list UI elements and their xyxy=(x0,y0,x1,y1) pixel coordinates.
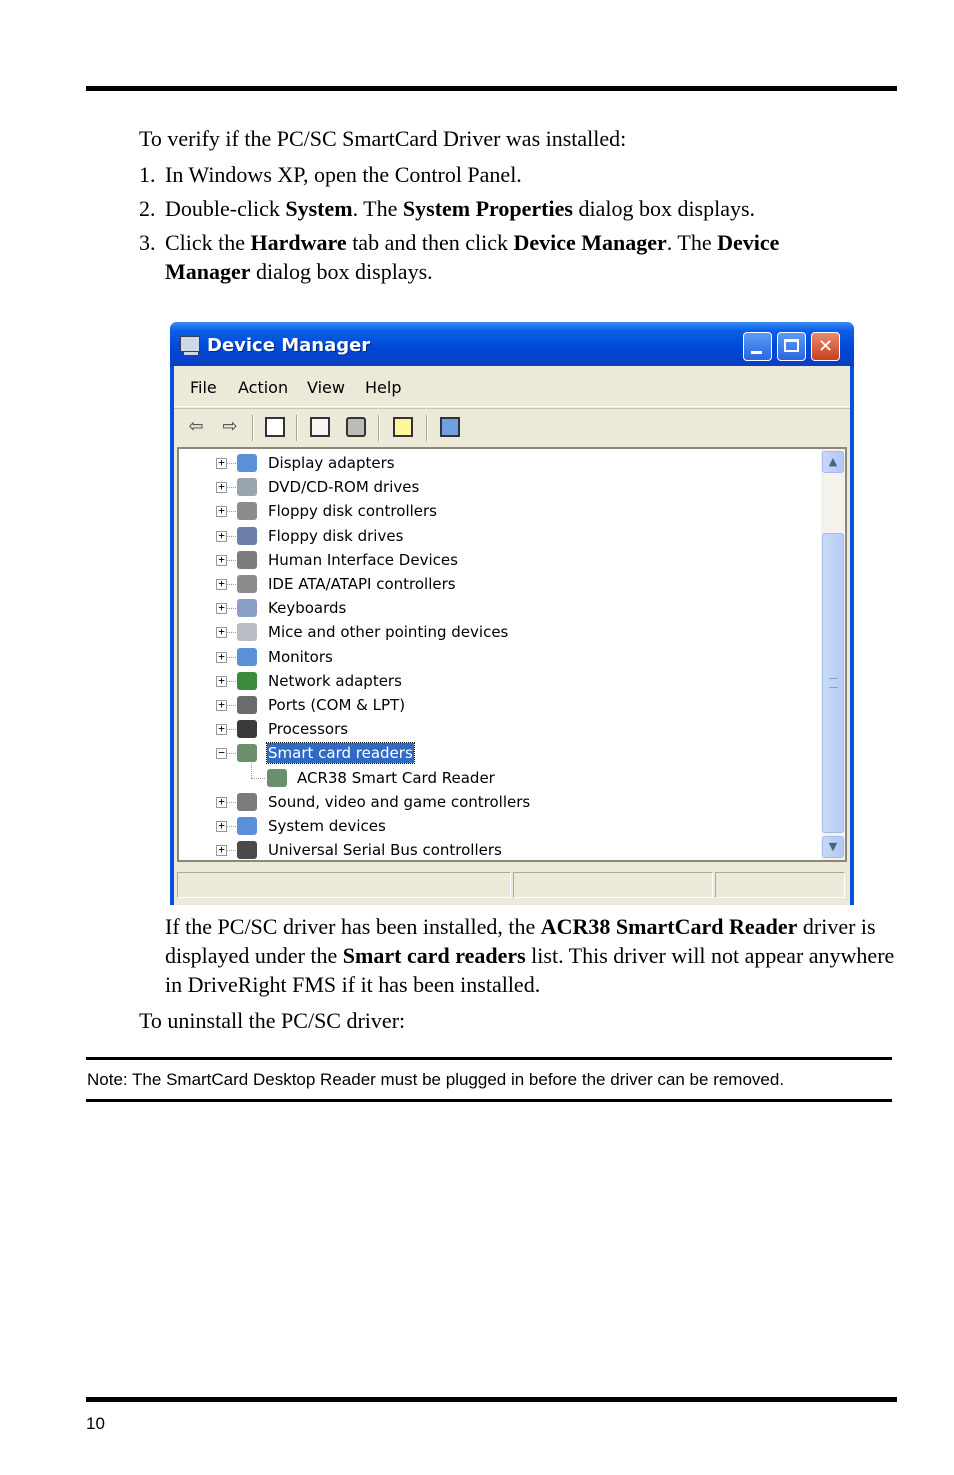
show-hide-tree-icon[interactable] xyxy=(265,417,285,437)
step-text-segment: Click the xyxy=(165,230,251,255)
tree-node-label[interactable]: System devices xyxy=(268,817,386,835)
tree-node-label[interactable]: Smart card readers xyxy=(268,744,413,763)
tree-connector xyxy=(227,511,236,512)
usb-icon xyxy=(237,841,257,859)
expand-icon[interactable]: + xyxy=(216,845,227,856)
tree-connector xyxy=(227,729,236,730)
tree-connector xyxy=(227,584,236,585)
device-manager-window xyxy=(170,322,854,905)
expand-icon[interactable]: + xyxy=(216,700,227,711)
result-text-segment: ACR38 SmartCard Reader xyxy=(540,914,798,939)
toolbar-separator xyxy=(426,415,428,441)
menu-help[interactable]: Help xyxy=(365,378,402,397)
menu-action[interactable]: Action xyxy=(238,378,289,397)
step-text-segment: tab and then click xyxy=(346,230,514,255)
status-panel xyxy=(715,872,845,898)
result-text-segment: driver is displayed under the xyxy=(165,914,876,968)
step-item xyxy=(139,194,859,223)
hid-icon xyxy=(237,551,257,569)
print-icon[interactable] xyxy=(346,417,366,437)
note-text: Note: The SmartCard Desktop Reader must be plugged in before the driver can be removed. xyxy=(87,1070,785,1089)
menu-view[interactable]: View xyxy=(307,378,345,397)
expand-icon[interactable]: + xyxy=(216,555,227,566)
scan-hardware-icon[interactable] xyxy=(440,417,460,437)
tree-node-label[interactable]: Sound, video and game controllers xyxy=(268,792,531,811)
uninstall-heading: To uninstall the PC/SC driver: xyxy=(139,1008,406,1033)
tree-node[interactable] xyxy=(179,573,809,595)
tree-node[interactable] xyxy=(179,742,809,764)
status-panel xyxy=(513,872,713,898)
vertical-scrollbar[interactable] xyxy=(821,449,845,860)
expand-icon[interactable]: + xyxy=(216,482,227,493)
step-text xyxy=(165,196,755,221)
forward-arrow-icon[interactable]: ⇨ xyxy=(222,416,238,437)
network-adapter-icon xyxy=(237,672,257,690)
step-text-segment: Hardware xyxy=(250,230,347,255)
processor-icon xyxy=(237,720,257,738)
monitor-icon xyxy=(237,648,257,666)
port-icon xyxy=(237,696,257,714)
tree-connector xyxy=(227,632,236,633)
bottom-rule xyxy=(86,1397,897,1402)
expand-icon[interactable]: + xyxy=(216,724,227,735)
tree-node[interactable] xyxy=(179,694,809,716)
intro-text: To verify if the PC/SC SmartCard Driver was installed: xyxy=(139,126,627,151)
status-panel xyxy=(177,872,511,898)
tree-node[interactable] xyxy=(179,791,809,813)
step-text-segment: dialog box displays. xyxy=(250,259,433,284)
expand-icon[interactable]: + xyxy=(216,652,227,663)
result-text-segment: Smart card readers xyxy=(342,943,526,968)
tree-connector xyxy=(251,778,265,779)
step-text-segment: System xyxy=(285,196,353,221)
back-arrow-icon[interactable]: ⇦ xyxy=(188,416,204,437)
tree-node[interactable] xyxy=(179,525,809,547)
expand-icon[interactable]: + xyxy=(216,797,227,808)
step-number: 3. xyxy=(139,230,156,255)
toolbar-separator xyxy=(252,415,254,441)
tree-connector xyxy=(227,608,236,609)
result-paragraph xyxy=(165,912,895,999)
tree-connector xyxy=(251,761,252,778)
tree-node-label[interactable]: Mice and other pointing devices xyxy=(268,623,509,642)
computer-icon xyxy=(180,336,200,352)
step-text-segment: Device Manager xyxy=(165,230,780,284)
tree-node-label[interactable]: Floppy disk drives xyxy=(268,526,404,545)
title-bar[interactable] xyxy=(170,322,854,366)
window-client xyxy=(174,366,850,905)
maximize-button[interactable] xyxy=(777,332,806,361)
collapse-icon[interactable]: − xyxy=(216,748,227,759)
toolbar xyxy=(174,408,850,446)
controller-icon xyxy=(237,575,257,593)
tree-connector xyxy=(227,487,236,488)
step-text xyxy=(165,230,779,284)
maximize-icon xyxy=(784,339,799,352)
tree-node-label[interactable]: Display adapters xyxy=(268,454,395,472)
tree-node-label[interactable]: Network adapters xyxy=(268,671,402,690)
tree-node-label[interactable]: IDE ATA/ATAPI controllers xyxy=(268,575,456,593)
scroll-grip xyxy=(829,678,838,688)
tree-node[interactable] xyxy=(179,452,809,474)
help-icon[interactable] xyxy=(393,417,413,437)
system-device-icon xyxy=(237,817,257,835)
tree-node[interactable] xyxy=(179,549,809,571)
toolbar-separator xyxy=(296,415,298,441)
device-tree-panel xyxy=(177,447,847,862)
tree-connector xyxy=(227,536,236,537)
result-text-segment: If the PC/SC driver has been installed, the xyxy=(165,914,541,939)
tree-connector xyxy=(227,753,236,754)
tree-node-label[interactable]: Monitors xyxy=(268,647,333,666)
close-button[interactable] xyxy=(811,332,840,361)
tree-node[interactable] xyxy=(179,839,809,861)
expand-icon[interactable]: + xyxy=(216,627,227,638)
step-text-segment: In Windows XP, open the Control Panel. xyxy=(165,162,522,187)
minimize-button[interactable] xyxy=(743,332,772,361)
step-text-segment: System Properties xyxy=(402,196,573,221)
top-rule xyxy=(86,86,897,91)
tree-connector xyxy=(227,560,236,561)
expand-icon[interactable]: + xyxy=(216,676,227,687)
floppy-drive-icon xyxy=(237,527,257,545)
speaker-icon xyxy=(237,793,257,811)
tree-node[interactable] xyxy=(179,597,809,619)
tree-node-label[interactable]: Ports (COM & LPT) xyxy=(268,696,406,714)
step-item xyxy=(139,160,859,189)
status-bar xyxy=(174,866,850,901)
tree-node[interactable] xyxy=(179,476,809,498)
controller-icon xyxy=(237,502,257,520)
tree-node-label[interactable]: Keyboards xyxy=(268,599,347,618)
tree-connector xyxy=(227,802,236,803)
smart-card-reader-icon xyxy=(237,744,257,762)
mouse-icon xyxy=(237,623,257,641)
tree-node[interactable] xyxy=(179,815,809,837)
menu-file[interactable]: File xyxy=(190,378,217,397)
step-number: 1. xyxy=(139,162,156,187)
tree-connector xyxy=(227,681,236,682)
step-text-segment: . The xyxy=(666,230,718,255)
tree-node[interactable] xyxy=(179,670,809,692)
note-box xyxy=(86,1057,892,1102)
scroll-down-button[interactable]: ▼ xyxy=(822,836,844,858)
tree-node[interactable] xyxy=(179,646,809,668)
step-text-segment: . The xyxy=(352,196,403,221)
properties-icon[interactable] xyxy=(310,417,330,437)
tree-node[interactable] xyxy=(179,621,809,643)
expand-icon[interactable]: + xyxy=(216,458,227,469)
result-text-segment: list. This driver will not appear anywhere in DriveRight FMS if it has been installed. xyxy=(165,943,895,997)
smart-card-reader-icon xyxy=(267,769,287,787)
step-text-segment: dialog box displays. xyxy=(572,196,756,221)
tree-node-label[interactable]: Universal Serial Bus controllers xyxy=(268,841,502,860)
tree-node[interactable] xyxy=(179,718,809,740)
tree-connector xyxy=(227,463,236,464)
device-tree xyxy=(179,449,819,860)
scroll-thumb[interactable] xyxy=(822,533,844,833)
display-adapter-icon xyxy=(237,454,257,472)
tree-connector xyxy=(227,705,236,706)
expand-icon[interactable]: + xyxy=(216,506,227,517)
menu-bar xyxy=(174,366,850,407)
minimize-icon xyxy=(751,351,762,354)
tree-connector xyxy=(227,826,236,827)
step-number: 2. xyxy=(139,196,156,221)
keyboard-icon xyxy=(237,599,257,617)
tree-node[interactable] xyxy=(179,500,809,522)
cdrom-icon xyxy=(237,478,257,496)
expand-icon[interactable]: + xyxy=(216,603,227,614)
tree-child-node[interactable] xyxy=(179,767,809,789)
page-number: 10 xyxy=(86,1414,105,1433)
toolbar-separator xyxy=(378,415,380,441)
step-item xyxy=(139,228,859,286)
step-text xyxy=(165,162,522,187)
tree-connector xyxy=(227,657,236,658)
steps-list xyxy=(139,160,859,291)
tree-connector xyxy=(227,850,236,851)
expand-icon[interactable]: + xyxy=(216,531,227,542)
window-title: Device Manager xyxy=(207,335,371,356)
tree-node-label[interactable]: Processors xyxy=(268,720,349,739)
tree-node-label[interactable]: Floppy disk controllers xyxy=(268,502,437,521)
tree-node-label[interactable]: Human Interface Devices xyxy=(268,550,458,569)
close-icon: ✕ xyxy=(817,336,834,357)
tree-node-label[interactable]: ACR38 Smart Card Reader xyxy=(297,768,495,787)
tree-node-label[interactable]: DVD/CD-ROM drives xyxy=(268,478,420,497)
scroll-up-button[interactable]: ▲ xyxy=(822,451,844,473)
step-text-segment: Device Manager xyxy=(513,230,667,255)
expand-icon[interactable]: + xyxy=(216,821,227,832)
expand-icon[interactable]: + xyxy=(216,579,227,590)
step-text-segment: Double-click xyxy=(165,196,286,221)
